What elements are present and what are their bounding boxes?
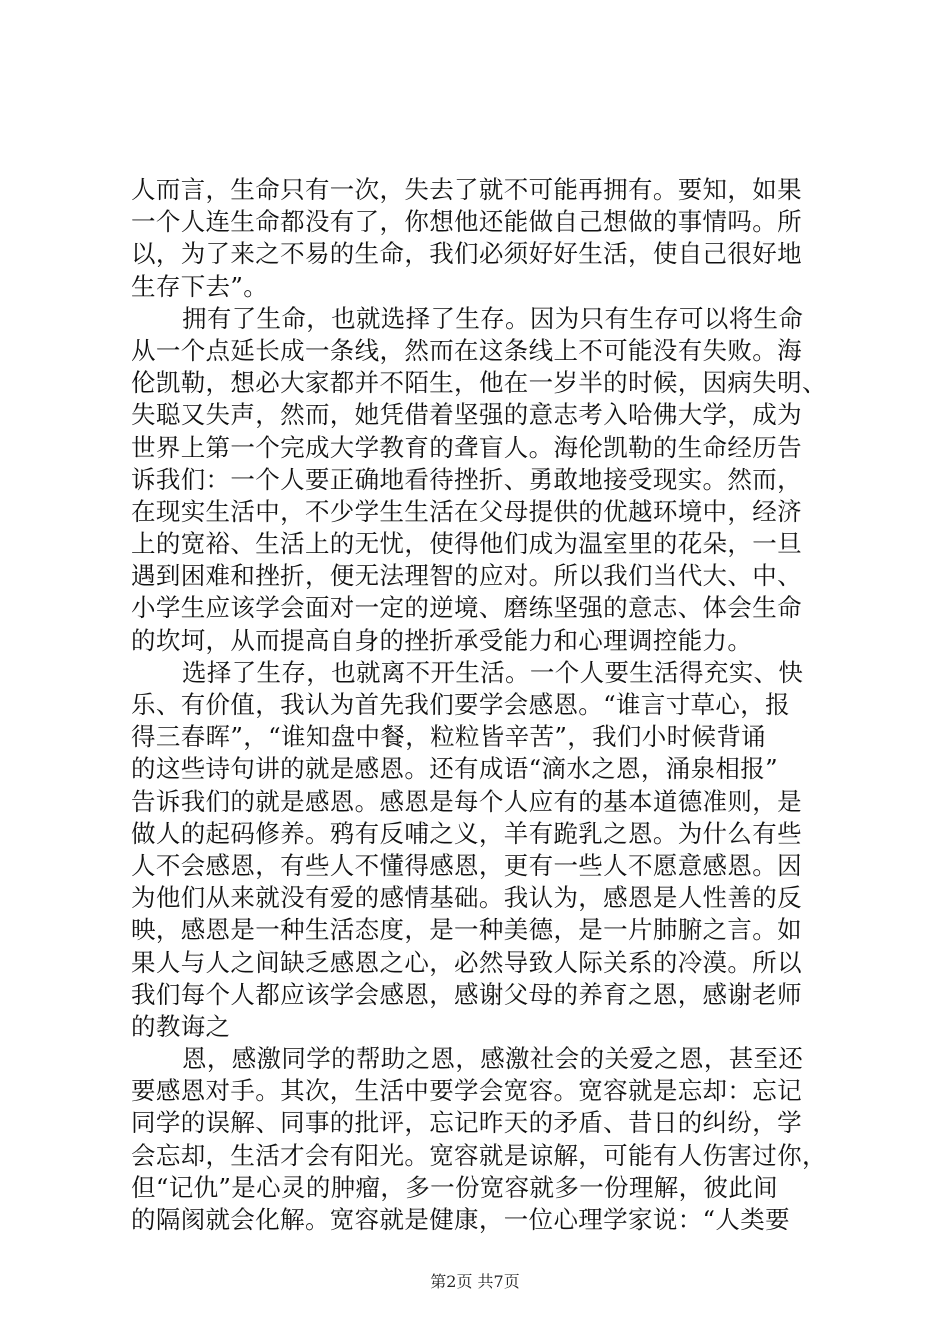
- text-line: 要感恩对手。其次，生活中要学会宽容。宽容就是忘却：忘记: [131, 1076, 802, 1106]
- text-line: 小学生应该学会面对一定的逆境、磨练坚强的意志、体会生命: [131, 593, 802, 623]
- text-line: 以，为了来之不易的生命，我们必须好好生活，使自己很好地: [131, 239, 802, 269]
- text-line: 映，感恩是一种生活态度，是一种美德，是一片肺腑之言。如: [131, 915, 802, 945]
- text-line: 上的宽裕、生活上的无忧，使得他们成为温室里的花朵，一旦: [131, 529, 802, 559]
- text-line: 伦凯勒，想必大家都并不陌生，他在一岁半的时候，因病失明、: [131, 368, 827, 398]
- text-line: 拥有了生命，也就选择了生存。因为只有生存可以将生命: [182, 303, 804, 333]
- text-line: 但“记仇”是心灵的肿瘤，多一份宽容就多一份理解，彼此间: [131, 1172, 778, 1202]
- text-line: 在现实生活中，不少学生生活在父母提供的优越环境中，经济: [131, 496, 802, 526]
- text-line: 从一个点延长成一条线，然而在这条线上不可能没有失败。海: [131, 335, 802, 365]
- text-line: 的这些诗句讲的就是感恩。还有成语“滴水之恩，涌泉相报”: [131, 754, 778, 784]
- text-line: 果人与人之间缺乏感恩之心，必然导致人际关系的冷漠。所以: [131, 947, 802, 977]
- text-line: 人不会感恩，有些人不懂得感恩，更有一些人不愿意感恩。因: [131, 850, 802, 880]
- text-line: 的坎坷，从而提高自身的挫折承受能力和心理调控能力。: [131, 625, 753, 655]
- text-line: 诉我们：一个人要正确地看待挫折、勇敢地接受现实。然而，: [131, 464, 802, 494]
- text-line: 为他们从来就没有爱的感情基础。我认为，感恩是人性善的反: [131, 883, 802, 913]
- text-line: 告诉我们的就是感恩。感恩是每个人应有的基本道德准则，是: [131, 786, 802, 816]
- text-line: 我们每个人都应该学会感恩，感谢父母的养育之恩，感谢老师: [131, 979, 802, 1009]
- text-line: 做人的起码修养。鸦有反哺之义，羊有跪乳之恩。为什么有些: [131, 818, 802, 848]
- text-line: 恩，感激同学的帮助之恩，感激社会的关爱之恩，甚至还: [182, 1044, 804, 1074]
- body-text: [131, 174, 831, 1236]
- text-line: 的教诲之: [131, 1011, 231, 1041]
- text-line: 失聪又失声，然而，她凭借着坚强的意志考入哈佛大学，成为: [131, 400, 802, 430]
- text-line: 生存下去”。: [131, 271, 269, 301]
- text-line: 的隔阂就会化解。宽容就是健康，一位心理学家说：“人类要: [131, 1205, 790, 1234]
- text-line: 得三春晖”，“谁知盘中餐，粒粒皆辛苦”，我们小时候背诵: [131, 722, 767, 752]
- text-line: 选择了生存，也就离不开生活。一个人要生活得充实、快: [182, 657, 804, 687]
- text-line: 会忘却，生活才会有阳光。宽容就是谅解，可能有人伤害过你，: [131, 1140, 827, 1170]
- text-line: 乐、有价值，我认为首先我们要学会感恩。“谁言寸草心，报: [131, 690, 790, 719]
- text-line: 遇到困难和挫折，便无法理智的应对。所以我们当代大、中、: [131, 561, 802, 591]
- text-line: 世界上第一个完成大学教育的聋盲人。海伦凯勒的生命经历告: [131, 432, 802, 462]
- page-footer: 第2页 共7页: [430, 1272, 520, 1291]
- text-line: 一个人连生命都没有了，你想他还能做自己想做的事情吗。所: [131, 207, 802, 237]
- text-line: 同学的误解、同事的批评，忘记昨天的矛盾、昔日的纠纷，学: [131, 1108, 802, 1138]
- text-line: 人而言，生命只有一次，失去了就不可能再拥有。要知，如果: [131, 175, 802, 204]
